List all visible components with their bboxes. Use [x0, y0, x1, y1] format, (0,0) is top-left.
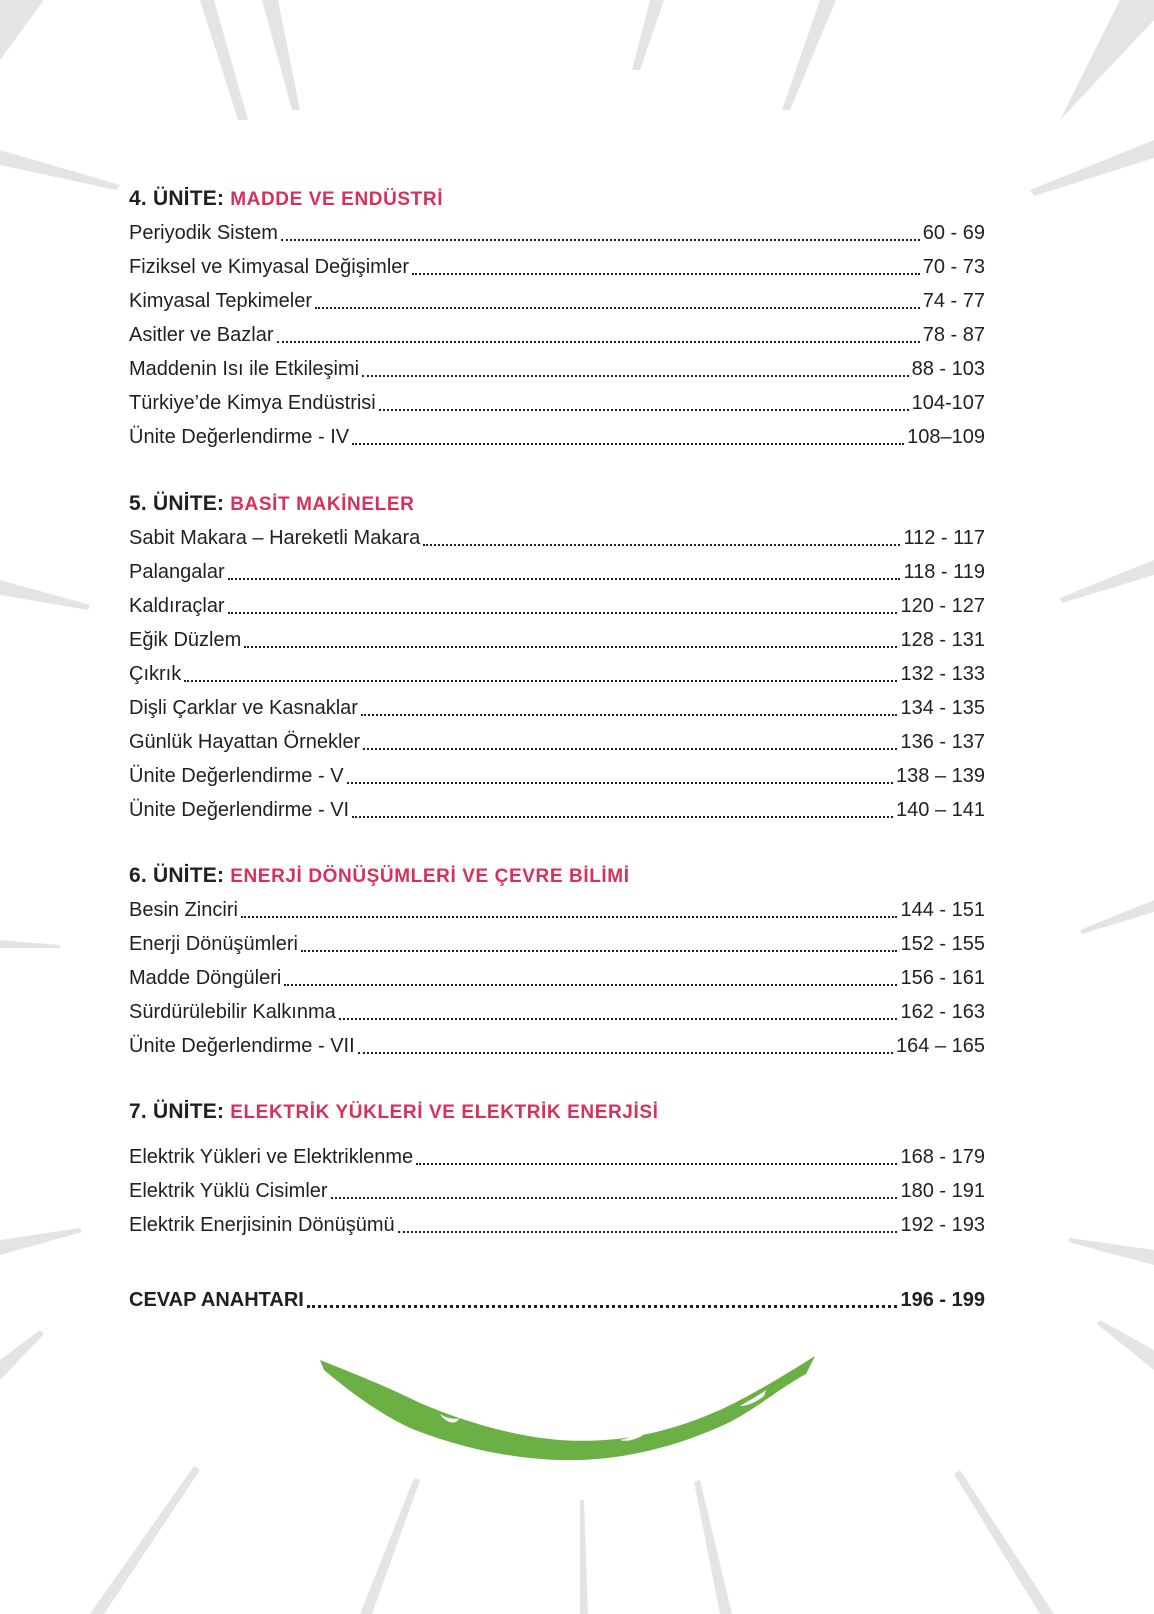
entry-label: Çıkrık: [129, 663, 182, 685]
dot-leader: [352, 442, 904, 445]
entry-pages: 108–109: [907, 426, 985, 448]
entry-pages: 144 - 151: [900, 899, 985, 921]
dot-leader: [352, 815, 893, 818]
table-of-contents: [129, 182, 985, 1317]
toc-entry[interactable]: [129, 1140, 985, 1174]
toc-entry[interactable]: [129, 1029, 985, 1063]
section-spacer: [129, 454, 985, 487]
entry-label: Kimyasal Tepkimeler: [129, 290, 313, 312]
toc-entry[interactable]: [129, 216, 985, 250]
answer-key-entry[interactable]: [129, 1283, 985, 1317]
dot-leader: [361, 713, 898, 716]
entry-pages: 140 – 141: [896, 799, 985, 821]
unit-4-heading: [129, 182, 985, 216]
entry-pages: 132 - 133: [900, 663, 985, 685]
entry-label: Besin Zinciri: [129, 899, 238, 921]
dot-leader: [362, 374, 909, 377]
unit-number: 6. ÜNİTE:: [129, 864, 225, 887]
entry-label: Günlük Hayattan Örnekler: [129, 731, 361, 753]
unit-title: BASİT MAKİNELER: [230, 494, 415, 515]
entry-pages: 192 - 193: [900, 1214, 985, 1236]
entry-label: Madde Döngüleri: [129, 967, 282, 989]
dot-leader: [228, 577, 901, 580]
unit-6-heading: [129, 859, 985, 893]
dot-leader: [281, 238, 920, 241]
entry-pages: 134 - 135: [900, 697, 985, 719]
dot-leader: [284, 983, 897, 986]
dot-leader: [416, 1162, 897, 1165]
dot-leader: [398, 1230, 898, 1233]
toc-entry[interactable]: [129, 318, 985, 352]
entry-label: Maddenin Isı ile Etkileşimi: [129, 358, 360, 380]
answer-key-pages: 196 - 199: [900, 1289, 985, 1311]
dot-leader: [412, 272, 920, 275]
unit-title: ENERJİ DÖNÜŞÜMLERİ VE ÇEVRE BİLİMİ: [230, 866, 630, 887]
toc-entry[interactable]: [129, 961, 985, 995]
entry-label: Elektrik Enerjisinin Dönüşümü: [129, 1214, 395, 1236]
section-spacer: [129, 1242, 985, 1283]
toc-entry[interactable]: [129, 589, 985, 623]
toc-entry[interactable]: [129, 1174, 985, 1208]
unit-number: 7. ÜNİTE:: [129, 1100, 225, 1123]
dot-leader: [358, 1051, 893, 1054]
entry-label: Sabit Makara – Hareketli Makara: [129, 527, 421, 549]
section-spacer: [129, 827, 985, 859]
toc-entry[interactable]: [129, 386, 985, 420]
entry-pages: 156 - 161: [900, 967, 985, 989]
entry-pages: 60 - 69: [922, 222, 985, 244]
dot-leader: [228, 611, 898, 614]
entry-pages: 120 - 127: [900, 595, 985, 617]
unit-title: MADDE VE ENDÜSTRİ: [230, 189, 444, 210]
entry-label: Elektrik Yüklü Cisimler: [129, 1180, 328, 1202]
entry-pages: 88 - 103: [911, 358, 985, 380]
entry-label: Periyodik Sistem: [129, 222, 278, 244]
toc-entry[interactable]: [129, 521, 985, 555]
entry-label: Elektrik Yükleri ve Elektriklenme: [129, 1146, 414, 1168]
entry-label: Palangalar: [129, 561, 225, 583]
entry-pages: 74 - 77: [922, 290, 985, 312]
toc-entry[interactable]: [129, 657, 985, 691]
toc-entry[interactable]: [129, 352, 985, 386]
entry-pages: 138 – 139: [896, 765, 985, 787]
unit-5-heading: [129, 487, 985, 521]
entry-pages: 162 - 163: [900, 1001, 985, 1023]
green-brush-swoosh: [320, 1348, 820, 1468]
toc-entry[interactable]: [129, 623, 985, 657]
entry-label: Eğik Düzlem: [129, 629, 242, 651]
dot-leader: [277, 340, 920, 343]
entry-pages: 104-107: [911, 392, 985, 414]
unit-4-entries: [129, 216, 985, 454]
dot-leader: [339, 1017, 898, 1020]
entry-label: Ünite Değerlendirme - V: [129, 765, 344, 787]
entry-label: Dişli Çarklar ve Kasnaklar: [129, 697, 358, 719]
entry-pages: 70 - 73: [922, 256, 985, 278]
unit-7-heading: [129, 1095, 985, 1129]
entry-label: Enerji Dönüşümleri: [129, 933, 298, 955]
toc-entry[interactable]: [129, 927, 985, 961]
entry-pages: 128 - 131: [900, 629, 985, 651]
entry-pages: 118 - 119: [903, 561, 985, 583]
section-spacer: [129, 1063, 985, 1095]
toc-entry[interactable]: [129, 725, 985, 759]
entry-pages: 112 - 117: [903, 527, 985, 549]
unit-6-entries: [129, 893, 985, 1063]
dot-leader: [184, 679, 897, 682]
toc-entry[interactable]: [129, 995, 985, 1029]
dot-leader: [307, 1304, 898, 1308]
entry-label: Ünite Değerlendirme - VII: [129, 1035, 355, 1057]
toc-entry[interactable]: [129, 284, 985, 318]
toc-entry[interactable]: [129, 420, 985, 454]
unit-number: 5. ÜNİTE:: [129, 492, 225, 515]
entry-label: Türkiye’de Kimya Endüstrisi: [129, 392, 376, 414]
entry-label: Ünite Değerlendirme - VI: [129, 799, 350, 821]
dot-leader: [244, 645, 897, 648]
dot-leader: [331, 1196, 898, 1199]
toc-entry[interactable]: [129, 555, 985, 589]
entry-label: Kaldıraçlar: [129, 595, 225, 617]
unit-number: 4. ÜNİTE:: [129, 187, 225, 210]
toc-entry[interactable]: [129, 691, 985, 725]
toc-entry[interactable]: [129, 759, 985, 793]
dot-leader: [315, 306, 920, 309]
entry-label: Ünite Değerlendirme - IV: [129, 426, 350, 448]
dot-leader: [363, 747, 897, 750]
dot-leader: [423, 543, 900, 546]
unit-5-entries: [129, 521, 985, 827]
answer-key-label: CEVAP ANAHTARI: [129, 1289, 304, 1311]
toc-entry[interactable]: [129, 893, 985, 927]
entry-pages: 168 - 179: [900, 1146, 985, 1168]
toc-entry[interactable]: [129, 250, 985, 284]
dot-leader: [301, 949, 898, 952]
dot-leader: [379, 408, 909, 411]
entry-pages: 164 – 165: [896, 1035, 985, 1057]
entry-pages: 136 - 137: [900, 731, 985, 753]
entry-label: Sürdürülebilir Kalkınma: [129, 1001, 336, 1023]
toc-entry[interactable]: [129, 793, 985, 827]
toc-entry[interactable]: [129, 1208, 985, 1242]
unit-title: ELEKTRİK YÜKLERİ VE ELEKTRİK ENERJİSİ: [230, 1102, 659, 1123]
dot-leader: [347, 781, 893, 784]
entry-pages: 180 - 191: [900, 1180, 985, 1202]
unit-7-entries: [129, 1140, 985, 1242]
entry-label: Fiziksel ve Kimyasal Değişimler: [129, 256, 410, 278]
entry-pages: 152 - 155: [900, 933, 985, 955]
entry-pages: 78 - 87: [922, 324, 985, 346]
dot-leader: [241, 915, 898, 918]
entry-label: Asitler ve Bazlar: [129, 324, 274, 346]
